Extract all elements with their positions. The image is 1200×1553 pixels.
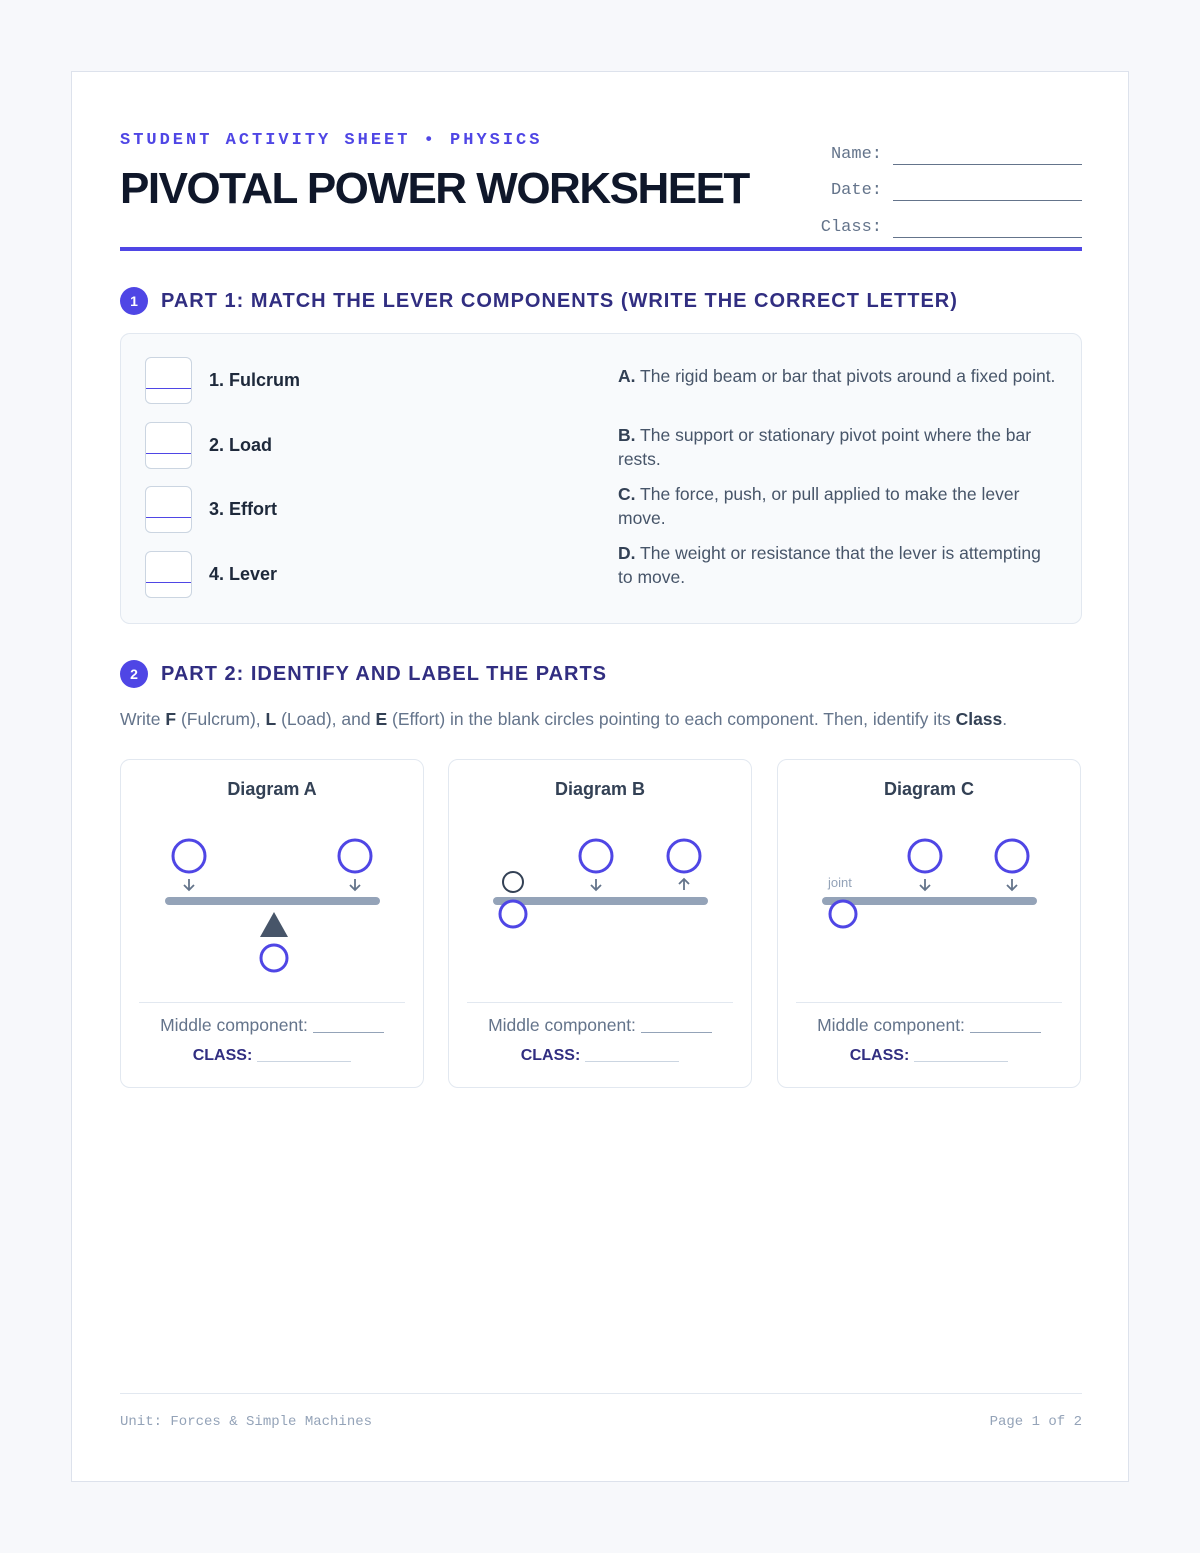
class-field	[812, 201, 1082, 238]
date-label: Date:	[830, 181, 882, 200]
class-label: Class:	[820, 217, 882, 237]
arrow-up-icon	[679, 879, 689, 890]
label-circle	[173, 840, 205, 872]
definition-text: The weight or resistance that the lever is attempting to move.	[618, 543, 1041, 587]
middle-component-row	[449, 1015, 751, 1036]
matching-panel	[120, 333, 1082, 624]
definition-item	[618, 542, 1058, 589]
fulcrum-triangle	[260, 912, 288, 937]
middle-component-label: Middle component:	[817, 1015, 965, 1035]
name-field	[812, 128, 1082, 165]
label-circle	[500, 901, 526, 927]
definition-letter: A.	[618, 366, 636, 386]
part2-heading	[120, 660, 607, 688]
term-row	[145, 357, 300, 404]
class-answer-label: CLASS:	[520, 1047, 581, 1064]
diagram-title: Diagram B	[554, 779, 646, 799]
part2-instructions: Write F (Fulcrum), L (Load), and E (Effort) in the blank circles pointing to each component. Then, identify its Class.	[120, 709, 1008, 729]
middle-component-label: Middle component:	[488, 1015, 636, 1035]
definition-letter: D.	[618, 543, 636, 563]
definition-item	[618, 365, 1058, 389]
answer-box[interactable]	[145, 357, 192, 404]
arrow-down-icon	[920, 879, 930, 890]
diagram-b-drawing	[449, 760, 753, 1000]
sheet-kicker: STUDENT ACTIVITY SHEET • PHYSICS	[120, 131, 543, 150]
diagram-title: Diagram A	[227, 779, 317, 799]
answer-box[interactable]	[145, 551, 192, 598]
part1-number-badge: 1	[120, 287, 148, 315]
pivot-circle	[503, 872, 523, 892]
arrow-down-icon	[350, 879, 360, 890]
diagram-c-card	[777, 759, 1081, 1088]
definition-letter: C.	[618, 484, 636, 504]
definition-letter: B.	[618, 425, 636, 445]
class-answer-blank[interactable]	[585, 1061, 679, 1062]
card-divider	[796, 1002, 1062, 1003]
arrow-down-icon	[591, 879, 601, 890]
date-blank[interactable]	[893, 187, 1082, 201]
term-row	[145, 486, 277, 533]
definition-item	[618, 483, 1058, 530]
footer-divider	[120, 1393, 1082, 1394]
card-divider	[139, 1002, 405, 1003]
middle-component-label: Middle component:	[160, 1015, 308, 1035]
date-field	[812, 165, 1082, 202]
term-row	[145, 551, 277, 598]
footer-unit: Unit: Forces & Simple Machines	[120, 1414, 373, 1430]
class-row	[778, 1047, 1080, 1065]
middle-component-blank[interactable]	[970, 1032, 1041, 1033]
label-circle	[668, 840, 700, 872]
label-circle	[261, 945, 287, 971]
middle-component-blank[interactable]	[641, 1032, 712, 1033]
joint-label: joint	[828, 875, 852, 890]
footer-page-number: Page 1 of 2	[989, 1414, 1082, 1430]
term-label: 2. Load	[209, 435, 273, 455]
term-label: 4. Lever	[209, 564, 278, 584]
class-row	[121, 1047, 423, 1065]
label-circle	[339, 840, 371, 872]
class-row	[449, 1047, 751, 1065]
name-label: Name:	[830, 144, 882, 164]
answer-box[interactable]	[145, 422, 192, 469]
class-answer-blank[interactable]	[257, 1061, 351, 1062]
card-divider	[467, 1002, 733, 1003]
diagram-title: Diagram C	[883, 779, 975, 799]
arrow-down-icon	[1007, 879, 1017, 890]
middle-component-blank[interactable]	[313, 1032, 384, 1033]
label-circle	[580, 840, 612, 872]
middle-component-row	[121, 1015, 423, 1036]
part1-heading	[120, 287, 958, 315]
part2-number-badge: 2	[120, 660, 148, 688]
label-circle	[996, 840, 1028, 872]
definition-text: The support or stationary pivot point where the bar rests.	[618, 425, 1032, 469]
diagram-b-card	[448, 759, 752, 1088]
definition-text: The rigid beam or bar that pivots around a fixed point.	[640, 366, 1056, 386]
definition-item	[618, 424, 1058, 471]
term-row	[145, 422, 272, 469]
middle-component-row	[778, 1015, 1080, 1036]
definition-text: The force, push, or pull applied to make the lever move.	[618, 484, 1020, 528]
arrow-down-icon	[184, 879, 194, 890]
diagram-c-drawing	[778, 760, 1082, 1000]
term-label: 1. Fulcrum	[209, 370, 301, 390]
label-circle	[909, 840, 941, 872]
diagram-a-card	[120, 759, 424, 1088]
class-answer-label: CLASS:	[849, 1047, 910, 1064]
label-circle	[830, 901, 856, 927]
part1-title: PART 1: MATCH THE LEVER COMPONENTS (WRITE THE CORRECT LETTER)	[161, 289, 958, 312]
header-divider	[120, 247, 1082, 251]
worksheet-title: PIVOTAL POWER WORKSHEET	[120, 164, 749, 213]
class-answer-blank[interactable]	[914, 1061, 1008, 1062]
student-info-fields	[812, 128, 1082, 238]
class-answer-label: CLASS:	[192, 1047, 253, 1064]
name-blank[interactable]	[893, 151, 1082, 165]
worksheet-page	[71, 71, 1129, 1482]
part2-title: PART 2: IDENTIFY AND LABEL THE PARTS	[161, 662, 608, 685]
answer-box[interactable]	[145, 486, 192, 533]
class-blank[interactable]	[893, 224, 1082, 238]
term-label: 3. Effort	[209, 499, 278, 519]
diagram-a-drawing	[121, 760, 425, 1000]
